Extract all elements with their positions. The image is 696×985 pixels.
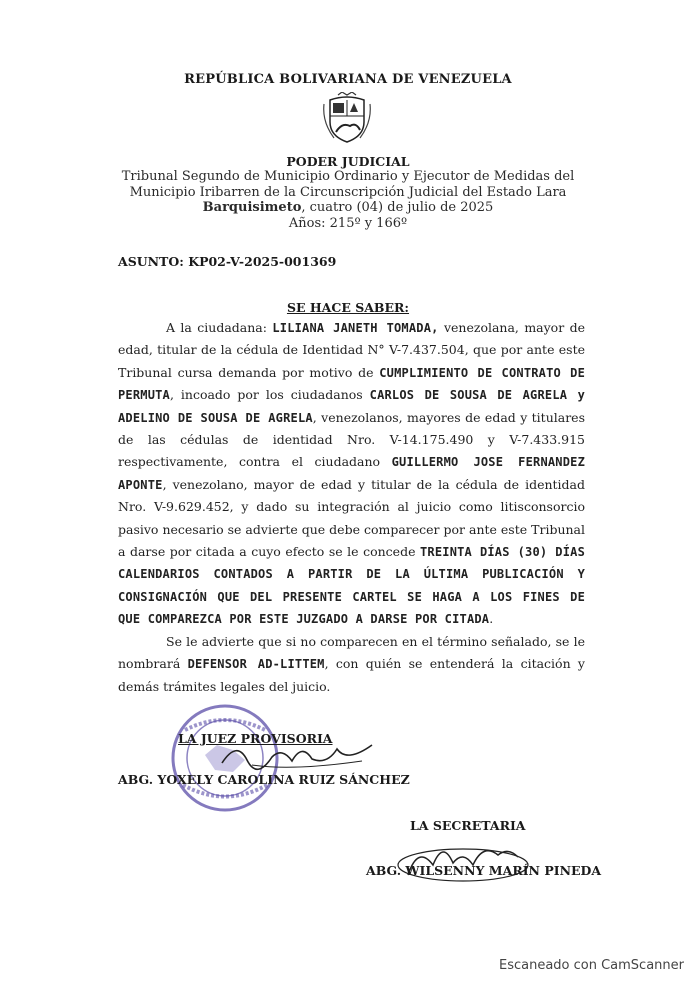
p1-text-6: . bbox=[489, 611, 494, 627]
date-text: , cuatro (04) de julio de 2025 bbox=[301, 200, 494, 215]
defendant-name: LILIANA JANETH TOMADA, bbox=[272, 321, 439, 335]
coat-of-arms-icon bbox=[320, 92, 374, 144]
court-line-2: Municipio Iribarren de la Circunscripción Judicial del Estado Lara bbox=[129, 184, 567, 200]
p1-text-2: venezolana, mayor de edad, titular de la cédula de Identidad N° V-7.437.504, que por ante este Tribunal cursa demanda por motivo de bbox=[118, 320, 585, 380]
city-name: Barquisimeto bbox=[202, 200, 302, 215]
judge-name: ABG. YOXELY CAROLINA RUIZ SÁNCHEZ bbox=[118, 772, 410, 787]
notice-title: SE HACE SABER: bbox=[286, 300, 410, 315]
secretary-name: ABG. WILSENNY MARÍN PINEDA bbox=[366, 863, 602, 878]
claim-type: CUMPLIMIENTO DE CONTRATO DE PERMUTA bbox=[118, 365, 585, 403]
country-heading: REPÚBLICA BOLIVARIANA DE VENEZUELA bbox=[184, 72, 512, 87]
secretary-title: LA SECRETARIA bbox=[410, 818, 526, 833]
court-header bbox=[120, 169, 576, 231]
p1-text-4: , venezolanos, mayores de edad y titulares de las cédulas de identidad Nro. V-14.175.490 y V-7.433.915 respectivamente, contra el ciudadano bbox=[118, 409, 585, 470]
branch-heading: PODER JUDICIAL bbox=[286, 154, 410, 169]
p1-text-3: , incoado por los ciudadanos bbox=[169, 387, 370, 403]
case-number: ASUNTO: KP02-V-2025-001369 bbox=[118, 254, 337, 269]
p2-text-2: , con quién se entenderá la citación y demás trámites legales del juicio. bbox=[118, 656, 585, 694]
plaintiff-names: CARLOS DE SOUSA DE AGRELA y ADELINO DE SOUSA DE AGRELA bbox=[118, 388, 585, 425]
p2-text-1: Se le advierte que si no comparecen en el término señalado, se le nombrará bbox=[118, 633, 585, 672]
paragraph-2 bbox=[118, 631, 585, 698]
scanner-watermark: Escaneado con CamScanner bbox=[498, 958, 684, 973]
defender-term: DEFENSOR AD-LITTEM bbox=[187, 657, 325, 672]
court-line-1: Tribunal Segundo de Municipio Ordinario y Ejecutor de Medidas del bbox=[121, 169, 575, 184]
respondent-name: GUILLERMO JOSE FERNANDEZ APONTE bbox=[118, 455, 585, 492]
years-line: Años: 215º y 166º bbox=[288, 215, 408, 231]
date-line bbox=[120, 200, 576, 216]
p1-text-5: , venezolano, mayor de edad y titular de la cédula de identidad Nro. V-9.629.452, y dado su integración al juicio como litisconsorcio pasivo necesario se advierte que debe comparecer por ante este Tribunal a darse por citada a cuyo efecto se le concede bbox=[118, 476, 585, 560]
notice-body bbox=[118, 317, 585, 698]
term-clause: TREINTA DÍAS (30) DÍAS CALENDARIOS CONTADOS A PARTIR DE LA ÚLTIMA PUBLICACIÓN Y CONSIGNACIÓN QUE DEL PRESENTE CARTEL SE HAGA A LOS FINES DE QUE COMPAREZCA POR ESTE JUZGADO A DARSE POR CITADA bbox=[118, 545, 585, 627]
p1-text-1: A la ciudadana: bbox=[166, 320, 273, 335]
judge-title: LA JUEZ PROVISORIA bbox=[178, 731, 333, 746]
paragraph-1 bbox=[118, 317, 585, 631]
